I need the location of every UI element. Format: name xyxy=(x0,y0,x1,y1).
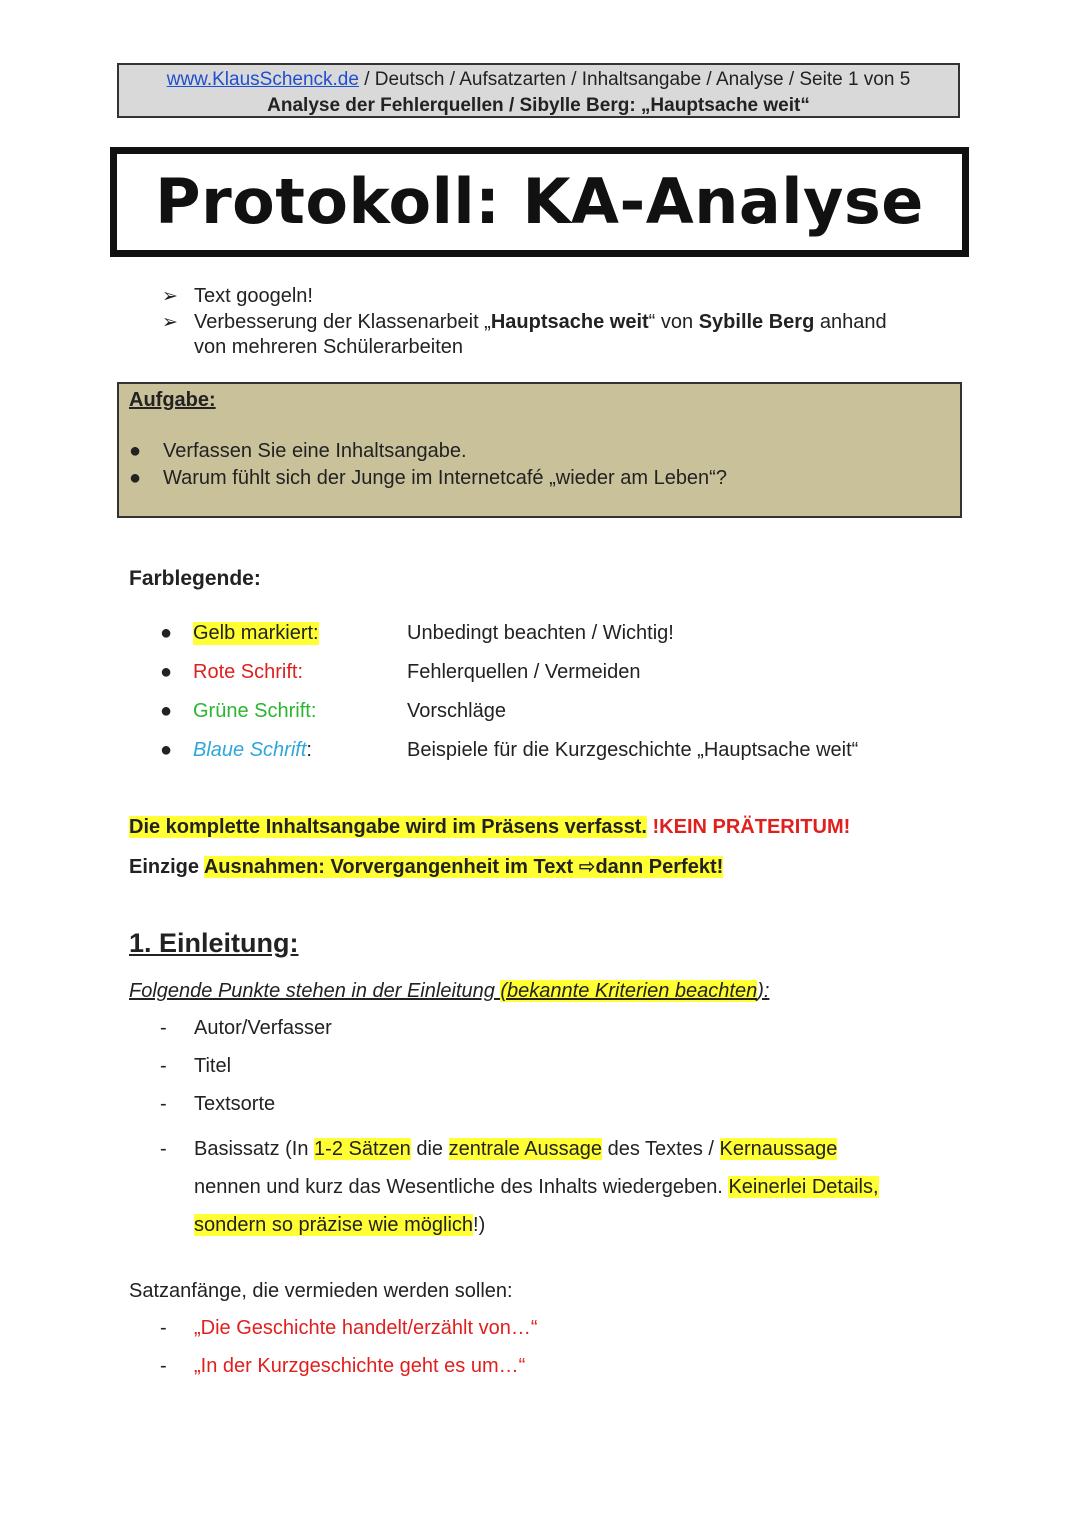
text-highlight: Kernaussage xyxy=(719,1138,838,1160)
legend-heading: Farblegende: xyxy=(129,567,261,590)
legend-desc: Fehlerquellen / Vermeiden xyxy=(407,661,641,683)
dash-bullet-icon: - xyxy=(160,1355,167,1377)
text-segment: nennen und kurz das Wesentliche des Inhalts wiedergeben. xyxy=(194,1176,729,1198)
list-item-text: Textsorte xyxy=(194,1093,276,1115)
site-link[interactable]: www.KlausSchenck.de xyxy=(166,69,359,90)
text-highlight: Keinerlei Details, xyxy=(728,1176,879,1198)
rule-highlight: Ausnahmen: Vorvergangenheit im Text ⇨dann Perfekt! xyxy=(203,856,724,878)
page-title: Protokoll: KA-Analyse xyxy=(110,147,969,257)
task-heading: Aufgabe: xyxy=(129,389,216,411)
legend-label: Rote Schrift: xyxy=(193,661,304,683)
bullet-icon: ● xyxy=(160,739,173,761)
legend-label-suffix: : xyxy=(306,739,312,761)
intro-item-text xyxy=(194,310,954,360)
dash-bullet-icon: - xyxy=(160,1055,167,1077)
avoid-item-text: „In der Kurzgeschichte geht es um…“ xyxy=(194,1355,526,1377)
legend-desc: Vorschläge xyxy=(407,700,506,722)
bullet-icon: ● xyxy=(160,622,173,644)
rule-line-2 xyxy=(129,854,723,879)
section-subtitle xyxy=(129,980,769,1003)
bullet-icon: ● xyxy=(129,440,142,462)
page-header xyxy=(117,63,960,118)
legend-desc: Unbedingt beachten / Wichtig! xyxy=(407,622,674,644)
arrow-bullet-icon: ➢ xyxy=(162,312,178,333)
text-segment: !) xyxy=(473,1214,486,1236)
subtitle-highlight: (bekannte Kriterien beachten xyxy=(500,980,758,1002)
text-segment: des Textes / xyxy=(602,1138,720,1160)
section-heading: 1. Einleitung: xyxy=(129,928,299,958)
dash-bullet-icon: - xyxy=(160,1093,167,1115)
text-segment: anhand xyxy=(814,311,887,333)
task-box xyxy=(117,382,962,518)
text-bold: Hauptsache weit xyxy=(490,311,649,333)
text-segment: die xyxy=(410,1138,449,1160)
dash-bullet-icon: - xyxy=(160,1317,167,1339)
subtitle-text: Folgende Punkte stehen in der Einleitung xyxy=(129,980,501,1002)
dash-bullet-icon: - xyxy=(160,1138,167,1160)
legend-label: Gelb markiert: xyxy=(193,622,319,644)
legend-label: Grüne Schrift: xyxy=(193,700,317,722)
text-bold: Sybille Berg xyxy=(698,311,815,333)
avoid-item-text: „Die Geschichte handelt/erzählt von…“ xyxy=(194,1317,538,1339)
text-highlight: sondern so präzise wie möglich xyxy=(194,1214,474,1236)
header-subtitle: Analyse der Fehlerquellen / Sibylle Berg: „Hauptsache weit“ xyxy=(267,95,810,116)
bullet-icon: ● xyxy=(160,700,173,722)
header-path: / Deutsch / Aufsatzarten / Inhaltsangabe / Analyse / Seite 1 von 5 xyxy=(358,69,911,90)
task-item-text: Verfassen Sie eine Inhaltsangabe. xyxy=(163,440,467,462)
list-item-text: Autor/Verfasser xyxy=(194,1017,332,1039)
text-segment: Verbesserung der Klassenarbeit „ xyxy=(194,311,491,333)
list-item-text: Titel xyxy=(194,1055,232,1077)
text-highlight: 1-2 Sätzen xyxy=(314,1138,411,1160)
dash-bullet-icon: - xyxy=(160,1017,167,1039)
text-highlight: zentrale Aussage xyxy=(448,1138,603,1160)
legend-desc: Beispiele für die Kurzgeschichte „Hauptsache weit“ xyxy=(407,739,859,761)
rule-highlight: Die komplette Inhaltsangabe wird im Präsens verfasst. xyxy=(129,816,647,838)
legend-label-text: Blaue Schrift xyxy=(193,739,307,761)
rule-line-1 xyxy=(129,816,850,839)
rule-text: Einzige xyxy=(129,856,204,878)
subtitle-text: ): xyxy=(757,980,770,1002)
task-item-text: Warum fühlt sich der Junge im Internetcafé „wieder am Leben“? xyxy=(163,467,727,489)
basissatz-text xyxy=(194,1130,879,1244)
text-segment: von mehreren Schülerarbeiten xyxy=(194,336,464,358)
rule-warning: !KEIN PRÄTERITUM! xyxy=(646,816,851,838)
text-segment: Basissatz (In xyxy=(194,1138,315,1160)
bullet-icon: ● xyxy=(160,661,173,683)
intro-item-text: Text googeln! xyxy=(194,285,313,307)
avoid-heading: Satzanfänge, die vermieden werden sollen: xyxy=(129,1280,513,1302)
text-segment: “ von xyxy=(648,311,699,333)
legend-label xyxy=(193,739,312,762)
arrow-bullet-icon: ➢ xyxy=(162,286,178,307)
bullet-icon: ● xyxy=(129,467,142,489)
header-line-1 xyxy=(119,65,958,93)
